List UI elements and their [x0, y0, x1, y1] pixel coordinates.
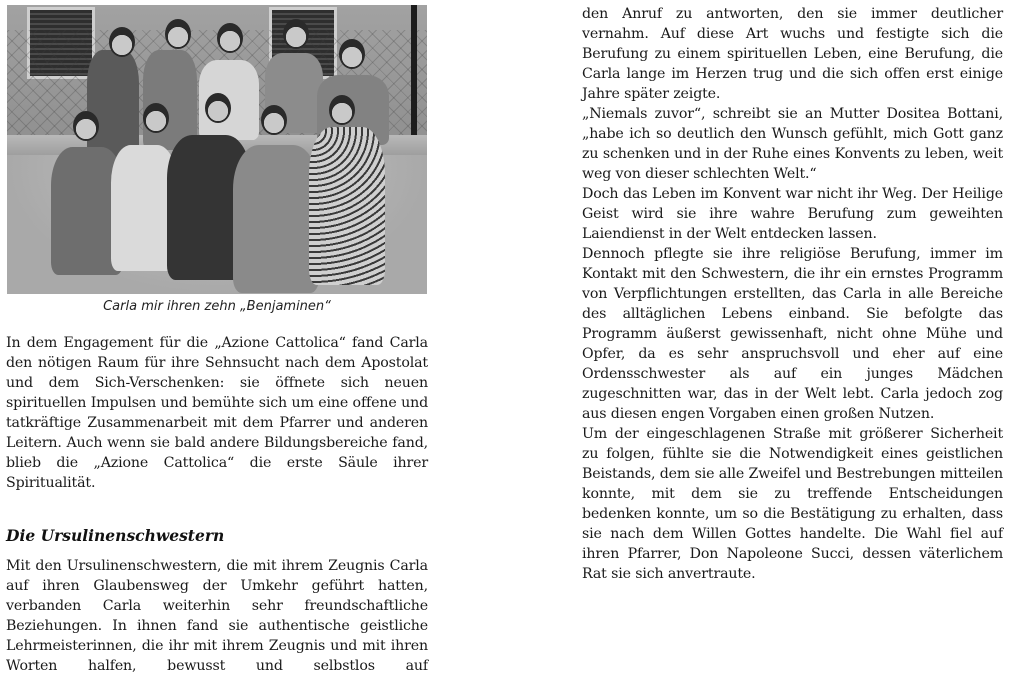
group-photo [7, 5, 427, 294]
photo-figure-head [205, 93, 231, 123]
section-heading: Die Ursulinenschwestern [6, 526, 225, 545]
photo-post [411, 5, 417, 145]
body-paragraph: Doch das Leben im Konvent war nicht ihr Weg. Der Heilige Geist wird sie ihre wahre Berufung zum geweihten Laiendienst in der Welt entdecken lassen. [582, 186, 1003, 242]
photo-figure-head [217, 23, 243, 53]
photo-figure-head [73, 111, 99, 141]
body-paragraph: Dennoch pflegte sie ihre religiöse Berufung, immer im Kontakt mit den Schwestern, die ihr ein ernstes Programm von Verpflichtungen erstellten, das Carla in alle Bereiche des alltäglichen Lebens einband. Sie befolgte das Programm äußerst gewissenhaft, nicht ohne Mühe und Opfer, da es sehr anspruchsvoll und eher auf eine Ordensschwester als auf ein junges Mädchen zugeschnitten war, das in der Welt lebt. Carla jedoch zog aus diesen engen Vorgaben einen großen Nutzen. [582, 246, 1003, 422]
right-column-text [582, 4, 1003, 584]
photo-figure-head [329, 95, 355, 125]
body-paragraph: „Niemals zuvor“, schreibt sie an Mutter Dositea Bottani, „habe ich so deutlich den Wunsch gefühlt, mich Gott ganz zu schenken und in der Ruhe eines Konvents zu leben, weit weg von dieser schlechten Welt.“ [582, 106, 1003, 182]
body-paragraph: Mit den Ursulinenschwestern, die mit ihrem Zeugnis Carla auf ihren Glaubensweg der Umkehr geführt hatten, verbanden Carla weiterhin sehr freundschaftliche Beziehungen. In ihnen fand sie authentische geistliche Lehrmeisterinnen, die ihr mit ihrem Zeugnis und mit ihren Worten halfen, bewusst und selbstlos auf [6, 558, 428, 674]
photo-figure-head [109, 27, 135, 57]
photo-caption: Carla mir ihren zehn „Benjaminen“ [103, 299, 331, 314]
photo-figure-head [143, 103, 169, 133]
photo-figure-head [165, 19, 191, 49]
photo-figure [309, 127, 385, 285]
photo-figure [233, 145, 319, 293]
body-paragraph: den Anruf zu antworten, den sie immer deutlicher vernahm. Auf diese Art wuchs und festigte sich die Berufung zu einem spirituellen Leben, eine Berufung, die Carla lange im Herzen trug und die sich offen erst einige Jahre später zeigte. [582, 6, 1003, 102]
body-paragraph: Um der eingeschlagenen Straße mit größerer Sicherheit zu folgen, fühlte sie die Notwendigkeit eines geistlichen Beistands, dem sie alle Zweifel und Bestrebungen mitteilen konnte, mit dem sie zu treffende Entscheidungen bedenken konnte, um so die Bestätigung zu erhalten, dass sie nach dem Willen Gottes handelte. Die Wahl fiel auf ihren Pfarrer, Don Napoleone Succi, dessen väterlichem Rat sie sich anvertraute. [582, 426, 1003, 582]
photo-figure-head [283, 19, 309, 49]
photo-figure [87, 50, 139, 160]
photo-figure-head [339, 39, 365, 69]
body-paragraph: In dem Engagement für die „Azione Cattolica“ fand Carla den nötigen Raum für ihre Sehnsucht nach dem Apostolat und dem Sich-Verschenken: sie öffnete sich neuen spirituellen Impulsen und bemühte sich um eine offene und tatkräftige Zusammenarbeit mit dem Pfarrer und anderen Leitern. Auch wenn sie bald andere Bildungsbereiche fand, blieb die „Azione Cattolica“ die erste Säule ihrer Spiritualität. [6, 335, 428, 491]
photo-figure-head [261, 105, 287, 135]
